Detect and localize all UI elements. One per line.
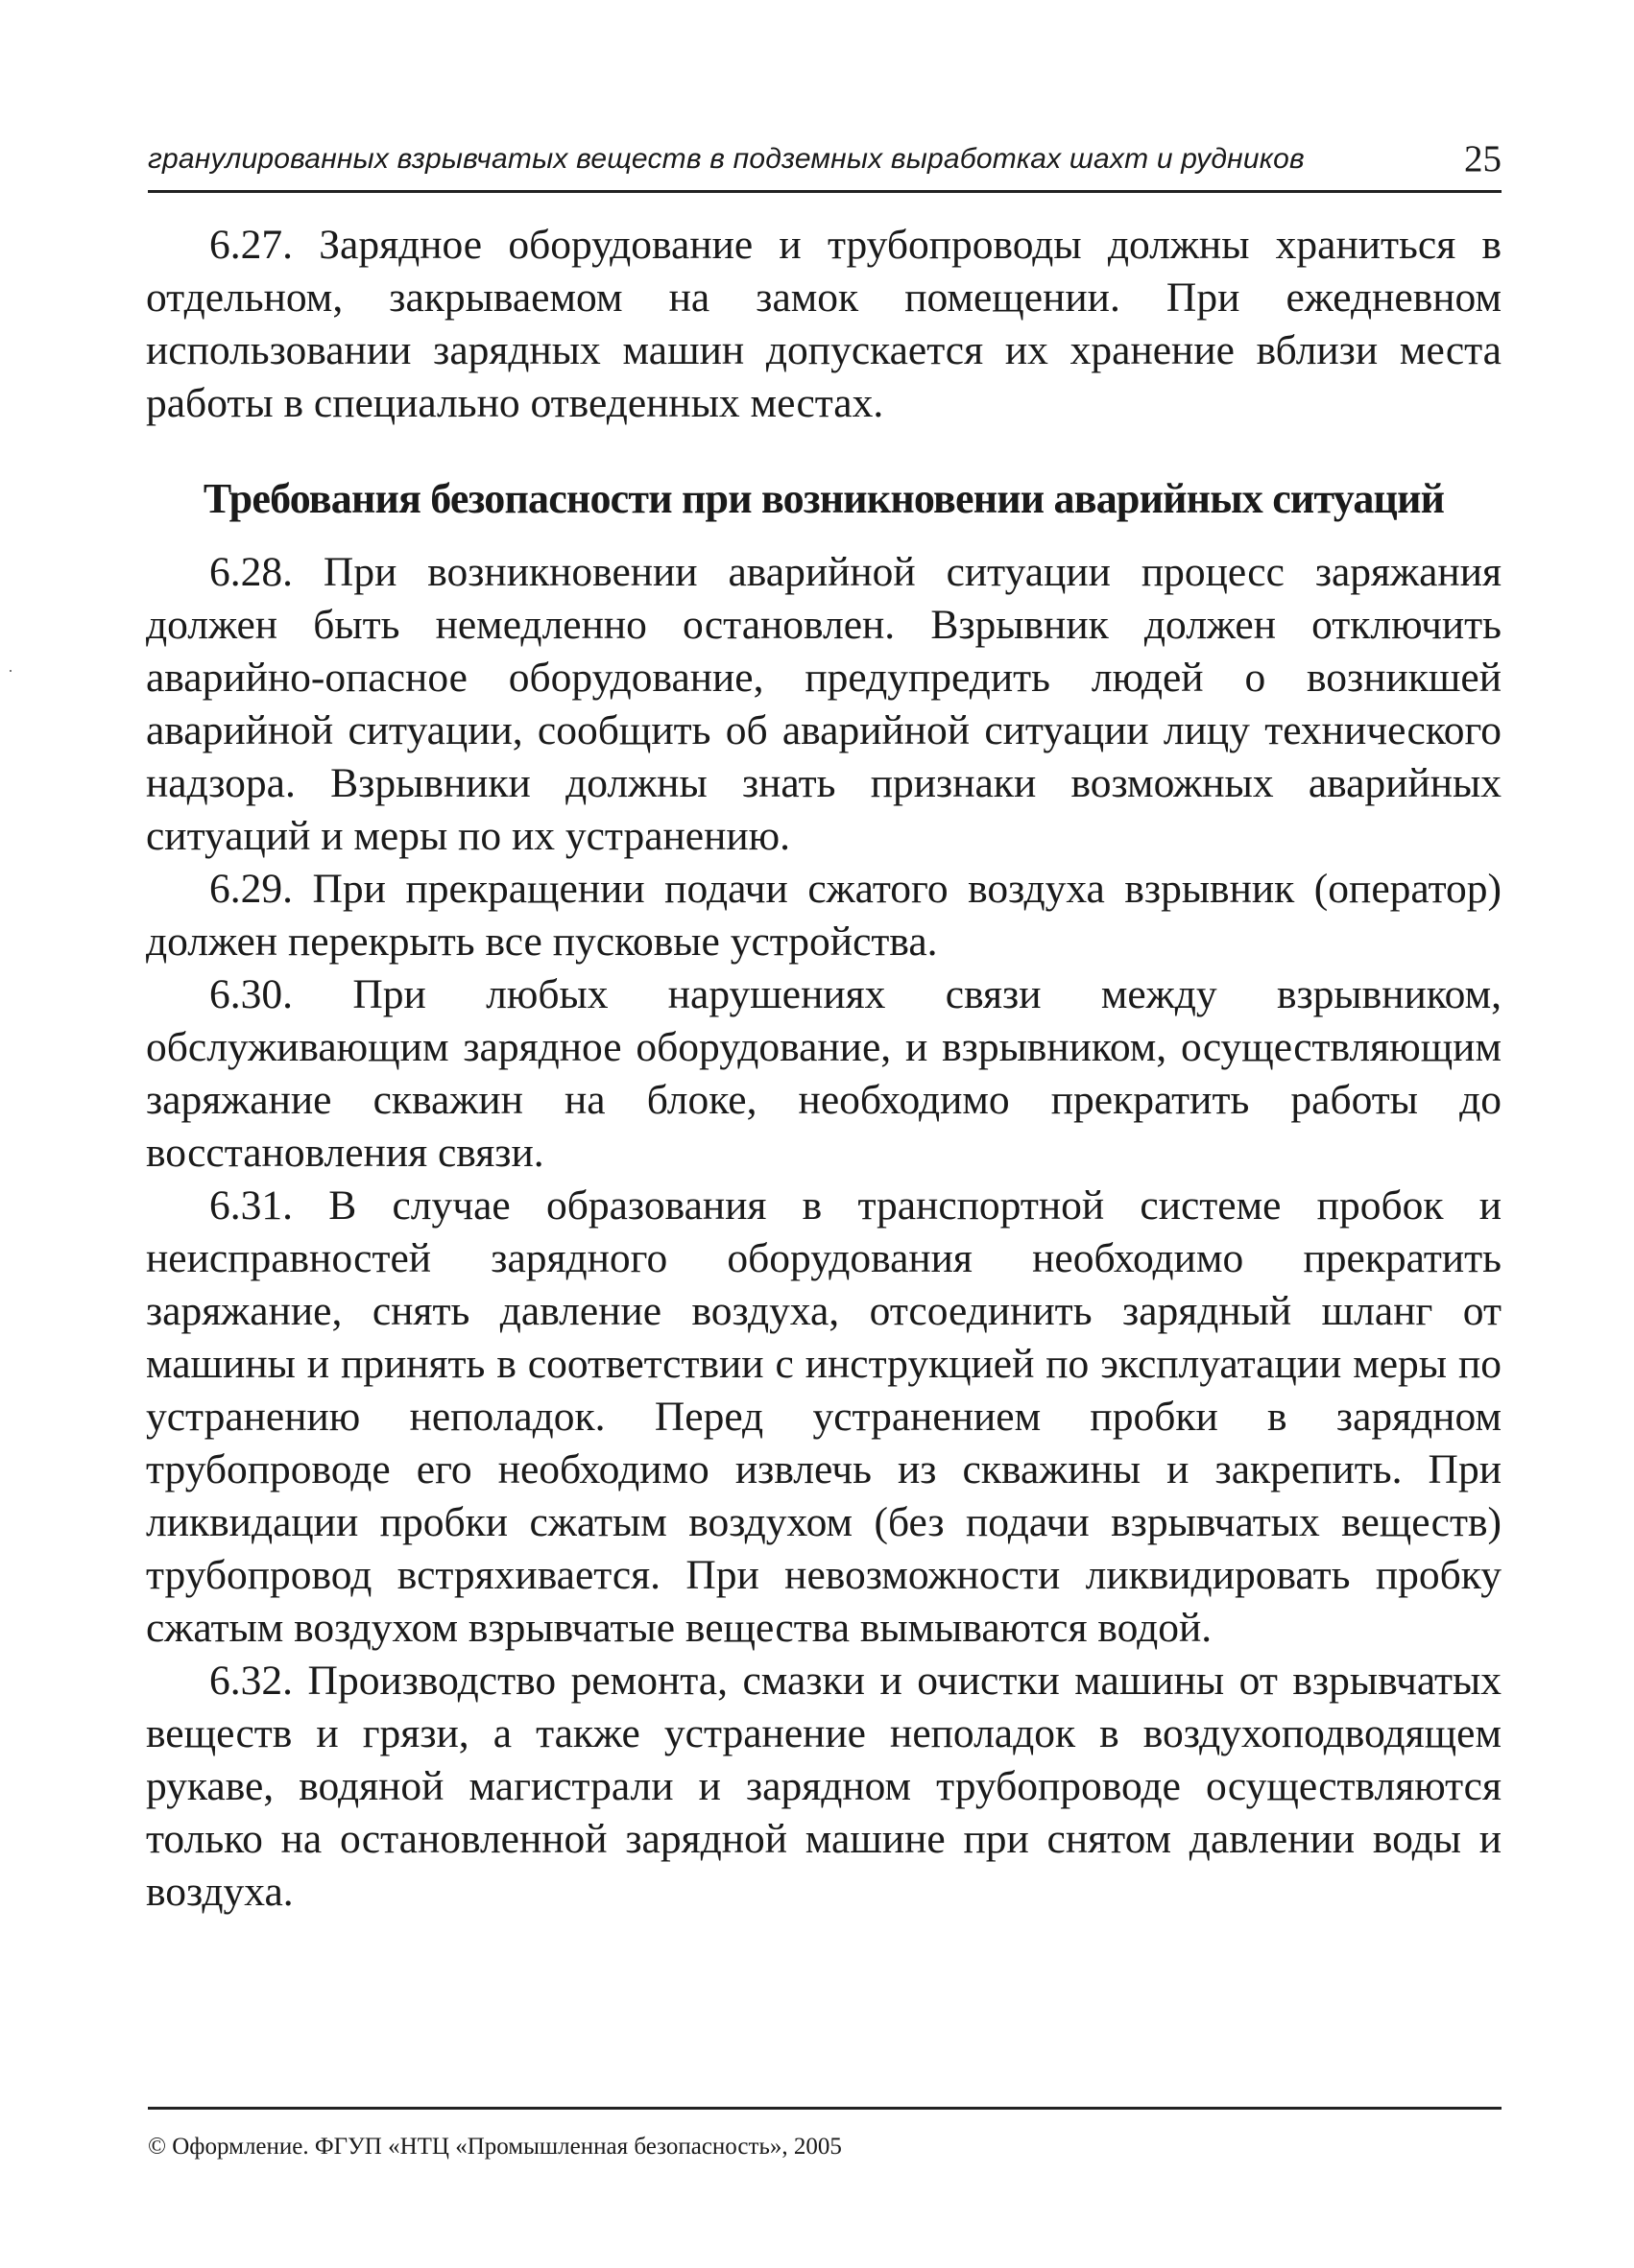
running-title: гранулированных взрывчатых веществ в подземных выработках шахт и рудников [148,143,1305,175]
page-number: 25 [1464,138,1502,179]
footer-copyright: © Оформление. ФГУП «НТЦ «Промышленная безопасность», 2005 [148,2134,842,2160]
paragraph-6-30: 6.30. При любых нарушениях связи между взрывником, обслуживающим зарядное оборудование, и взрывником, осуществляющим заряжание скважин на блоке, необходимо прекратить работы до восстановления связи. [146,971,1502,1176]
scan-speck [10,670,12,672]
footer-rule [148,2107,1502,2110]
page-content [146,219,1502,1919]
running-header [148,140,1502,193]
paragraph-6-28: 6.28. При возникновении аварийной ситуации процесс заряжания должен быть немедленно остановлен. Взрывник должен отключить аварийно-опасное оборудование, предупредить людей о возникшей аварийной ситуации, сообщить об аварийной ситуации лицу технического надзора. Взрывники должны знать признаки возможных аварийных ситуаций и меры по их устранению. [146,549,1502,859]
paragraph-6-29: 6.29. При прекращении подачи сжатого воздуха взрывник (оператор) должен перекрыть все пусковые устройства. [146,866,1502,965]
paragraph-6-32: 6.32. Производство ремонта, смазки и очистки машины от взрывчатых веществ и грязи, а также устранение неполадок в воздухоподводящем рукаве, водяной магистрали и зарядном трубопроводе осуществляются только на остановленной зарядной машине при снятом давлении воды и воздуха. [146,1658,1502,1915]
section-heading: Требования безопасности при возникновении аварийных ситуаций [203,475,1445,522]
paragraph-6-27: 6.27. Зарядное оборудование и трубопроводы должны храниться в отдельном, закрываемом на замок помещении. При ежедневном использовании зарядных машин допускается их хранение вблизи места работы в специально отведенных местах. [146,222,1502,426]
paragraph-6-31: 6.31. В случае образования в транспортной системе пробок и неисправностей зарядного оборудования необходимо прекратить заряжание, снять давление воздуха, отсоединить зарядный шланг от машины и принять в соответствии с инструкцией по эксплуатации меры по устранению неполадок. Перед устранением пробки в зарядном трубопроводе его необходимо извлечь из скважины и закрепить. При ликвидации пробки сжатым воздухом (без подачи взрывчатых веществ) трубопровод встряхивается. При невозможности ликвидировать пробку сжатым воздухом взрывчатые вещества вымываются водой. [146,1182,1502,1651]
